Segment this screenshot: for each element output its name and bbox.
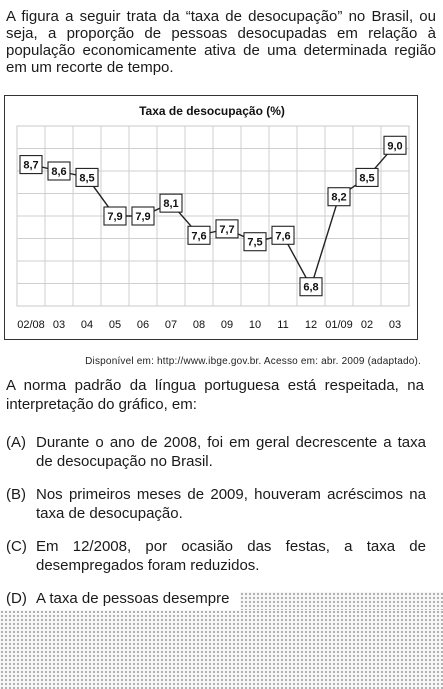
option-text: Durante o ano de 2008, foi em geral decrescente a taxa de desocupação no Brasil. (36, 434, 426, 470)
question-text: A norma padrão da língua portuguesa está respeitada, na interpretação do gráfico, em: (6, 377, 424, 413)
data-label: 8,7 (23, 159, 39, 172)
data-label: 8,5 (79, 172, 95, 185)
data-point (356, 168, 378, 186)
x-tick-label: 09 (220, 319, 234, 331)
option-text: Nos primeiros meses de 2009, houveram acréscimos na taxa de desocupação. (36, 486, 426, 522)
data-label: 7,7 (219, 223, 235, 236)
data-point (188, 226, 210, 244)
data-label: 6,8 (303, 281, 319, 294)
data-label: 7,5 (247, 236, 263, 249)
x-tick-label: 02 (360, 319, 374, 331)
x-tick-label: 12 (304, 319, 318, 331)
data-point (76, 168, 98, 186)
x-tick-label: 07 (164, 319, 178, 331)
data-label: 8,6 (51, 166, 67, 178)
data-point (216, 220, 238, 238)
intro-paragraph: A figura a seguir trata da “taxa de desocupação” no Brasil, ou seja, a proporção de pessoas desocupadas em relação à população economicamente ativa de uma determinada região em um recorte de tempo. (6, 8, 436, 76)
data-point (244, 233, 266, 251)
data-point (132, 207, 154, 225)
redaction-overlay-top (240, 592, 443, 610)
source-citation: Disponível em: http://www.ibge.gov.br. Acesso em: abr. 2009 (adaptado). (85, 356, 421, 367)
x-tick-label: 11 (277, 319, 289, 331)
data-label: 7,6 (275, 230, 291, 243)
data-point (160, 194, 182, 212)
option-letter: (B) (6, 486, 26, 503)
data-label: 7,6 (191, 230, 207, 243)
x-tick-label: 01/09 (325, 319, 353, 331)
data-point (384, 136, 406, 154)
data-point (328, 188, 350, 206)
data-point (272, 226, 294, 244)
redaction-overlay-bottom (0, 610, 443, 689)
option-c[interactable] (6, 537, 426, 575)
option-b[interactable] (6, 485, 426, 523)
x-tick-label: 06 (136, 319, 150, 331)
data-point (48, 162, 70, 180)
chart-x-ticks (17, 319, 401, 331)
option-a[interactable] (6, 433, 426, 471)
x-tick-label: 10 (248, 319, 262, 331)
option-letter: (C) (6, 538, 27, 555)
chart-title: Taxa de desocupação (%) (139, 104, 285, 118)
data-label: 8,2 (331, 191, 347, 204)
chart-grid (17, 126, 409, 306)
x-tick-label: 02/08 (17, 319, 45, 331)
data-label: 8,5 (359, 172, 375, 185)
data-point (20, 156, 42, 174)
data-label: 7,9 (107, 211, 123, 223)
data-label: 9,0 (387, 140, 403, 153)
x-tick-label: 04 (80, 319, 94, 331)
data-point (104, 207, 126, 225)
x-tick-label: 08 (192, 319, 206, 331)
unemployment-chart (4, 95, 418, 340)
option-text: Em 12/2008, por ocasião das festas, a taxa de desempregados foram reduzidos. (36, 538, 426, 574)
data-label: 7,9 (135, 211, 151, 223)
option-letter: (D) (6, 590, 27, 607)
x-tick-label: 03 (388, 319, 402, 331)
data-label: 8,1 (163, 198, 179, 211)
chart-svg (5, 96, 419, 341)
option-letter: (A) (6, 434, 26, 451)
option-text: A taxa de pessoas desempre (36, 590, 230, 607)
x-tick-label: 05 (108, 319, 122, 331)
data-point (300, 278, 322, 296)
x-tick-label: 03 (52, 319, 66, 331)
